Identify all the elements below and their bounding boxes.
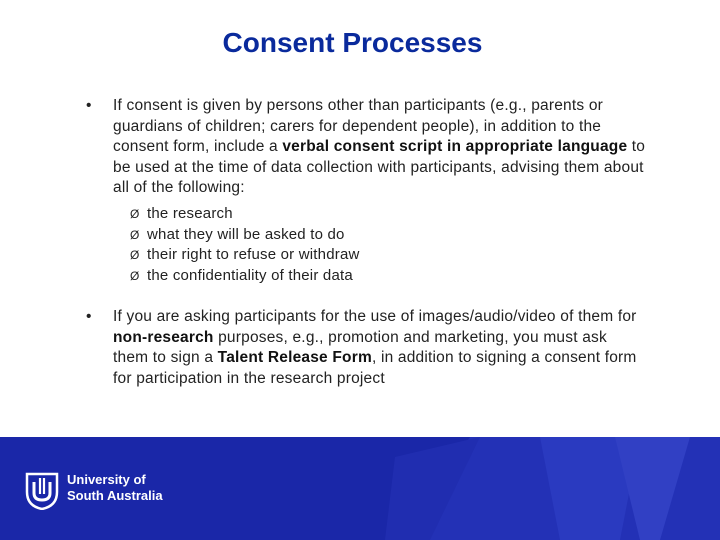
bullet-marker: •: [86, 97, 92, 114]
bullet-consent-by-others: [86, 96, 646, 199]
bullet-text: [113, 307, 646, 389]
university-name-line1: University of: [67, 472, 146, 487]
sub-list: [130, 204, 360, 286]
arrow-bullet-icon: Ø: [130, 227, 140, 242]
bullet-text-part: purposes, e.g., promotion and marketing, you must ask them to sign a: [113, 328, 607, 366]
bullet-text: [113, 96, 646, 199]
university-name: [67, 472, 163, 503]
university-name-line2: South Australia: [67, 487, 163, 503]
bullet-text-part: If you are asking participants for the use of images/audio/video of them for: [113, 308, 637, 325]
sub-item-text: their right to refuse or withdraw: [147, 246, 360, 263]
university-logo-icon: [24, 472, 60, 510]
arrow-bullet-icon: Ø: [130, 248, 140, 262]
bullet-text-part: , in addition to signing a consent form for participation in the research project: [113, 349, 637, 387]
bullet-text-part: to be used at the time of data collection with participants, advising them about all of the following:: [113, 138, 646, 196]
sub-list-item: [130, 225, 360, 246]
bullet-text-part: If consent is given by persons other than participants (e.g., parents or guardians of children; carers for dependent people), in addition to the consent form, include a: [113, 97, 603, 155]
sub-list-item: [130, 245, 360, 266]
page-title: Consent Processes: [222, 27, 483, 58]
arrow-bullet-icon: Ø: [130, 268, 140, 283]
bullet-talent-release: [86, 307, 646, 389]
footer-banner: [0, 437, 720, 540]
sub-item-text: the research: [147, 205, 233, 222]
sub-list-item: [130, 204, 360, 225]
sub-list-item: [130, 266, 360, 287]
bullet-bold-text: non-research: [113, 328, 214, 346]
bullet-bold-text: verbal consent script in appropriate language: [282, 138, 628, 155]
arrow-bullet-icon: Ø: [130, 207, 140, 221]
sub-item-text: what they will be asked to do: [147, 225, 345, 243]
sub-item-text: the confidentiality of their data: [147, 266, 353, 284]
bullet-bold-text: Talent Release Form: [217, 349, 372, 366]
bullet-marker: •: [86, 308, 92, 325]
